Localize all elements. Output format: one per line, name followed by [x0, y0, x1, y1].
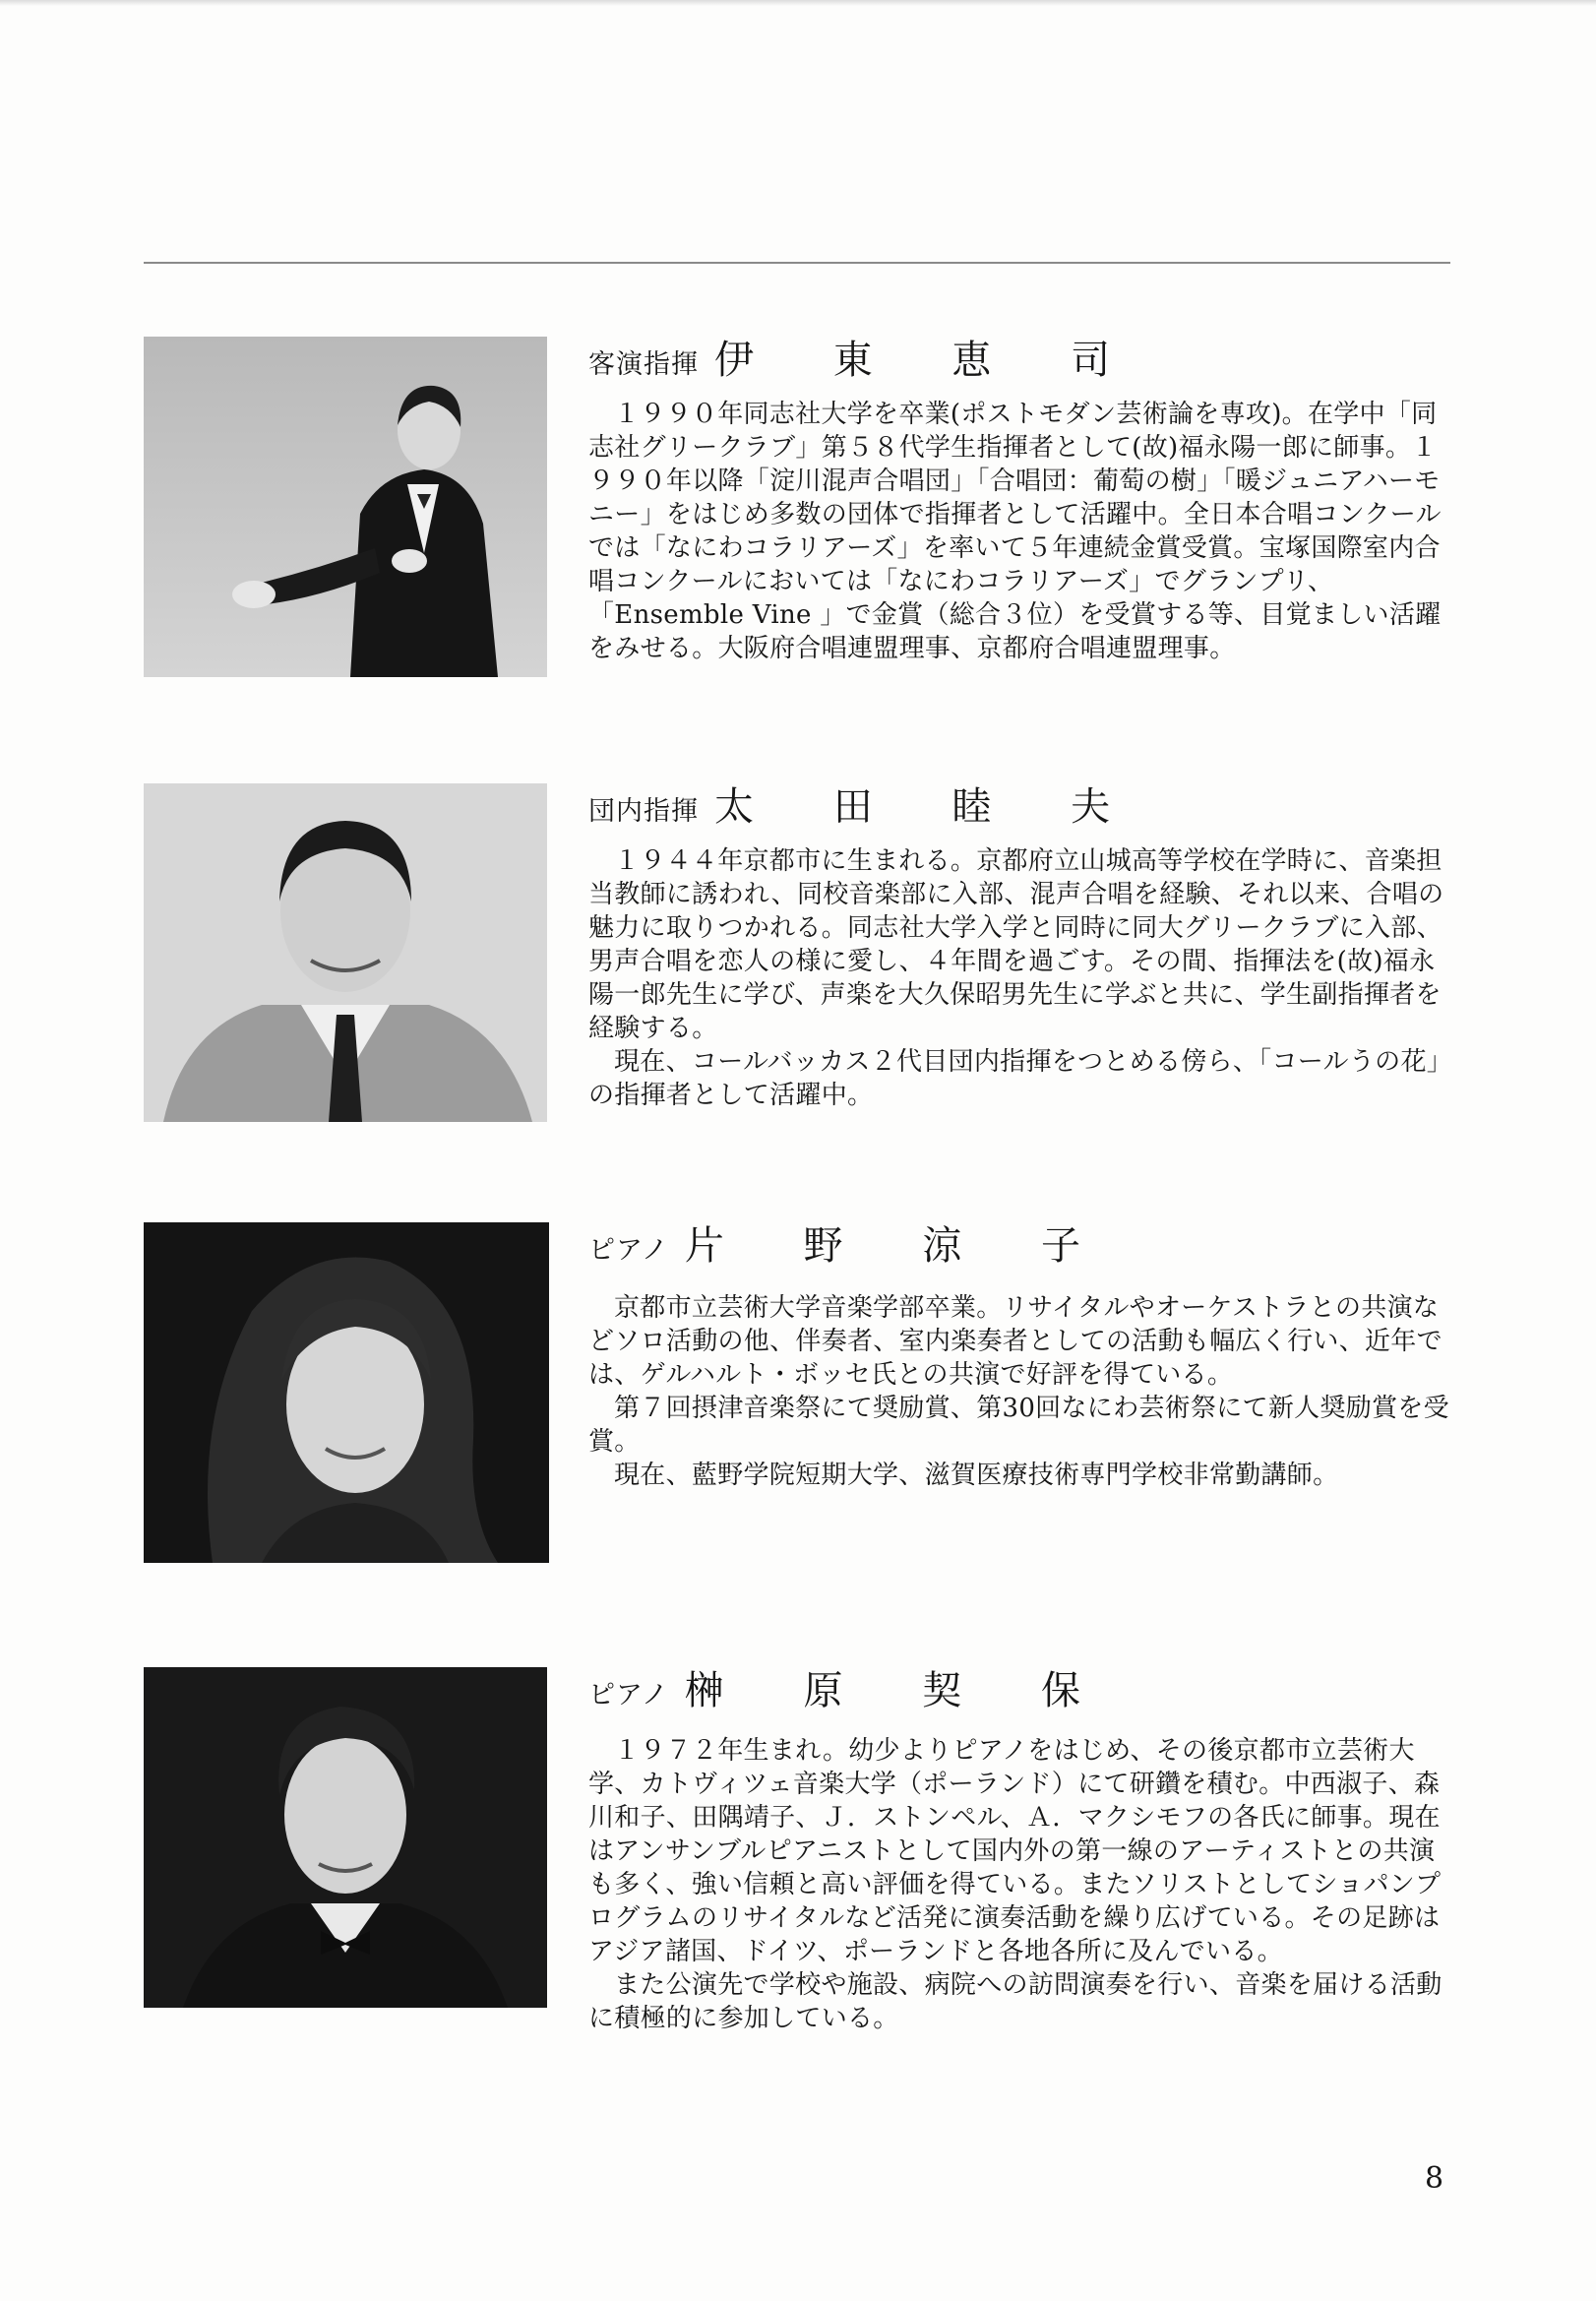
- bio-paragraph: 第７回摂津音楽祭にて奨励賞、第30回なにわ芸術祭にて新人奨励賞を受賞。: [588, 1394, 1449, 1457]
- person-name: 榊 原 契 保: [684, 1668, 1114, 1713]
- bio-paragraph: 京都市立芸術大学音楽学部卒業。リサイタルやオーケストラとの共演などソロ活動の他、伴奏者、室内楽奏者としての活動も幅広く行い、近年では、ゲルハルト・ボッセ氏との共演で好評を得ている。: [588, 1293, 1443, 1390]
- top-divider: [144, 262, 1450, 264]
- conductor-photo: [144, 337, 547, 677]
- bio-paragraph: １９９０年同志社大学を卒業(ポストモダン芸術論を専攻)。在学中「同志社グリークラブ」第５８代学生指揮者として(故)福永陽一郎に師事。１９９０年以降「淀川混声合唱団」「合唱団：葡萄の樹」「暖ジュニアハーモニー」をはじめ多数の団体で指揮者として活躍中。全日本合唱コンクールでは「なにわコラリアーズ」を率いて５年連続金賞受賞。宝塚国際室内合唱コンクールにおいては「なにわコラリアーズ」でグランプリ、「Ensemble Vine 」で金賞（総合３位）を受賞する等、目覚ましい活躍をみせる。大阪府合唱連盟理事、京都府合唱連盟理事。: [588, 400, 1442, 663]
- bio-text: [588, 844, 1454, 1112]
- bio-text: [588, 1734, 1454, 2035]
- pianist-photo: [144, 1222, 549, 1563]
- role-label: 客演指揮: [588, 349, 699, 380]
- role-label: ピアノ: [588, 1680, 669, 1710]
- person-name: 太 田 睦 夫: [714, 784, 1144, 830]
- role-label: 団内指揮: [588, 796, 699, 827]
- role-label: ピアノ: [588, 1235, 669, 1266]
- bio-paragraph: １９７２年生まれ。幼少よりピアノをはじめ、その後京都市立芸術大学、カトヴィツェ音楽大学（ポーランド）にて研鑽を積む。中西淑子、森川和子、田隅靖子、Ｊ．ストンペル、Ａ．マクシモフの各氏に師事。現在はアンサンブルピアニストとして国内外の第一線のアーティストとの共演も多く、強い信頼と高い評価を得ている。またソリストとしてショパンプログラムのリサイタルなど活発に演奏活動を繰り広げている。その足跡はアジア諸国、ドイツ、ポーランドと各地各所に及んでいる。: [588, 1736, 1442, 1966]
- person-name: 片 野 涼 子: [684, 1223, 1114, 1269]
- bio-paragraph: 現在、コールバッカス２代目団内指揮をつとめる傍ら、「コールうの花」の指揮者として活躍中。: [588, 1047, 1453, 1110]
- conductor-photo: [144, 783, 547, 1122]
- profile-heading: [588, 1668, 1114, 1713]
- page-number: 8: [1425, 2161, 1444, 2196]
- profile-heading: [588, 1223, 1114, 1269]
- pianist-photo: [144, 1667, 547, 2008]
- bio-text: [588, 1291, 1454, 1492]
- page-edge: [0, 0, 1596, 6]
- profile-heading: [588, 784, 1144, 830]
- bio-paragraph: また公演先で学校や施設、病院への訪問演奏を行い、音楽を届ける活動に積極的に参加している。: [588, 1970, 1443, 2033]
- bio-paragraph: １９４４年京都市に生まれる。京都府立山城高等学校在学時に、音楽担当教師に誘われ、同校音楽部に入部、混声合唱を経験、それ以来、合唱の魅力に取りつかれる。同志社大学入学と同時に同大グリークラブに入部、男声合唱を恋人の様に愛し、４年間を過ごす。その間、指揮法を(故)福永陽一郎先生に学び、声楽を大久保昭男先生に学ぶと共に、学生副指揮者を経験する。: [588, 846, 1444, 1043]
- profile-heading: [588, 338, 1144, 383]
- bio-text: [588, 398, 1454, 665]
- bio-paragraph: 現在、藍野学院短期大学、滋賀医療技術専門学校非常勤講師。: [614, 1461, 1339, 1490]
- person-name: 伊 東 恵 司: [714, 338, 1144, 383]
